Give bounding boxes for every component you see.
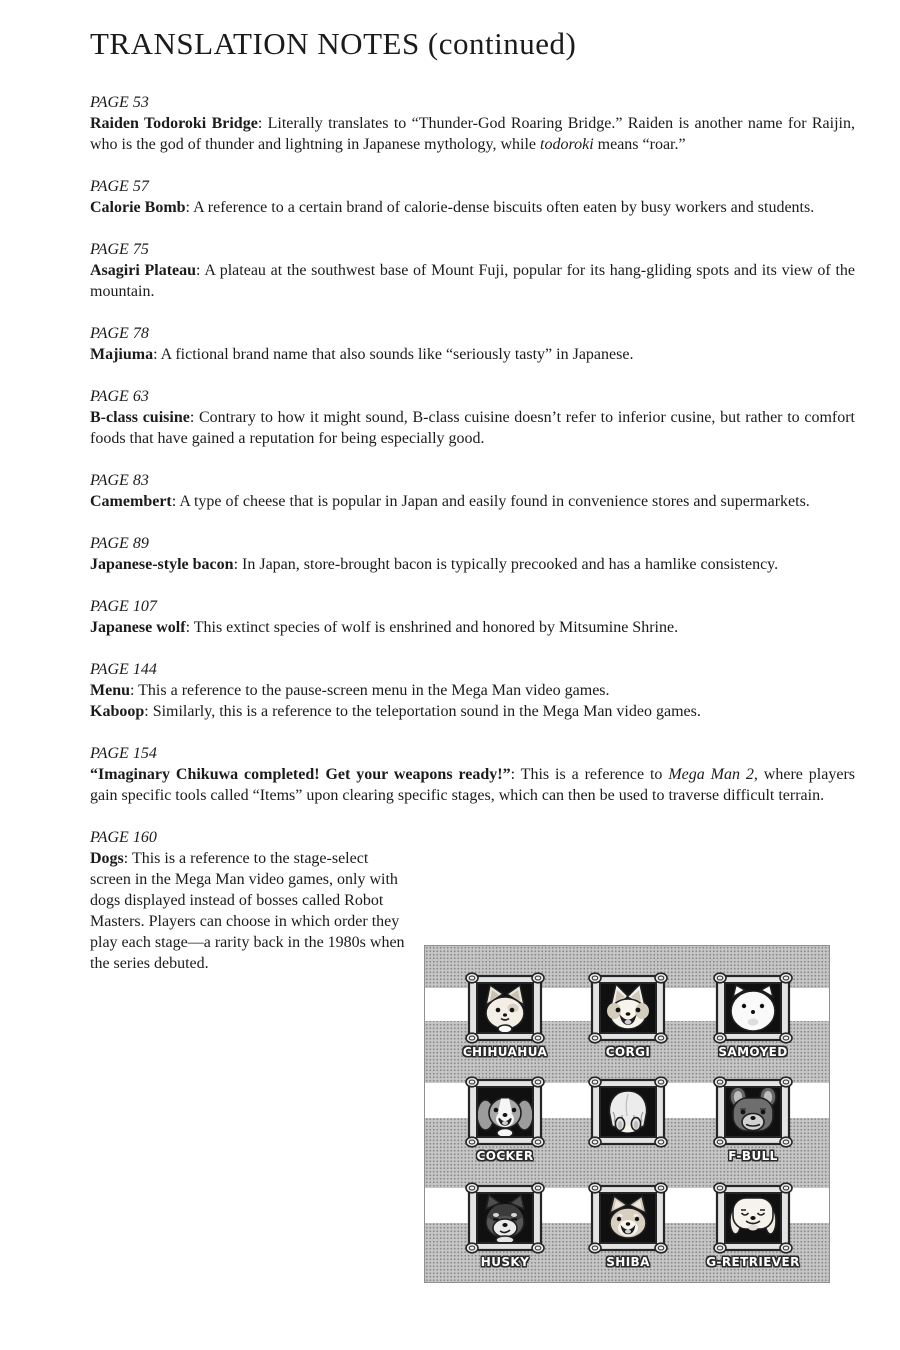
shiba-portrait-icon — [583, 1179, 673, 1257]
stage-cell-label: CORGI — [605, 1045, 651, 1059]
samoyed-portrait-icon — [708, 969, 798, 1047]
note-page-label: PAGE 89 — [90, 535, 149, 552]
stage-cell-shiba — [583, 1179, 673, 1269]
note-page-53 — [90, 92, 855, 155]
note-page-label: PAGE 160 — [90, 829, 157, 846]
stage-cell-girl — [583, 1073, 673, 1151]
note-page-160 — [90, 827, 412, 974]
note-page-144 — [90, 659, 855, 722]
note-entry: Dogs: This is a reference to the stage-select screen in the Mega Man video games, only with dogs displayed instead of bosses called Robot Masters. Players can choose in which order they play each stage—a rarity back in the 1980s when the series debuted. — [90, 850, 405, 972]
note-page-57 — [90, 176, 855, 218]
note-page-78 — [90, 323, 855, 365]
note-page-label: PAGE 63 — [90, 388, 149, 405]
note-page-label: PAGE 78 — [90, 325, 149, 342]
stage-cell-husky — [460, 1179, 550, 1269]
note-page-63 — [90, 386, 855, 449]
note-page-89 — [90, 533, 855, 575]
note-entry: “Imaginary Chikuwa completed! Get your weapons ready!”: This is a reference to Mega Man 2, where players gain specific tools called “Items” upon clearing specific stages, which can then be used to traverse difficult terrain. — [90, 766, 855, 804]
husky-portrait-icon — [460, 1179, 550, 1257]
note-entry: Raiden Todoroki Bridge: Literally translates to “Thunder-God Roaring Bridge.” Raiden is another name for Raijin, who is the god of thunder and lightning in Japanese mythology, while todoroki means “roar.” — [90, 115, 855, 153]
stage-cell-gretriever — [706, 1179, 800, 1269]
stage-cell-label: COCKER — [476, 1149, 534, 1163]
chihuahua-portrait-icon — [460, 969, 550, 1047]
note-page-label: PAGE 75 — [90, 241, 149, 258]
note-page-107 — [90, 596, 855, 638]
note-entry: Kaboop: Similarly, this is a reference to the teleportation sound in the Mega Man video games. — [90, 703, 701, 720]
stage-cell-cocker — [460, 1073, 550, 1163]
stage-cell-label: F-BULL — [728, 1149, 778, 1163]
stage-select-figure — [424, 945, 830, 1283]
stage-cell-chihuahua — [460, 969, 550, 1059]
stage-cell-label: HUSKY — [480, 1255, 530, 1269]
note-page-83 — [90, 470, 855, 512]
note-entry: Majiuma: A fictional brand name that also sounds like “seriously tasty” in Japanese. — [90, 346, 634, 363]
cocker-portrait-icon — [460, 1073, 550, 1151]
note-entry: Menu: This a reference to the pause-screen menu in the Mega Man video games. — [90, 682, 610, 699]
notes-list — [90, 92, 855, 974]
note-entry: Calorie Bomb: A reference to a certain brand of calorie-dense biscuits often eaten by busy workers and students. — [90, 199, 815, 216]
stage-cell-samoyed — [708, 969, 798, 1059]
note-page-label: PAGE 144 — [90, 661, 157, 678]
stage-cell-label: G-RETRIEVER — [706, 1255, 800, 1269]
note-entry: Asagiri Plateau: A plateau at the southwest base of Mount Fuji, popular for its hang-gliding spots and its view of the mountain. — [90, 262, 855, 300]
stage-cell-fbull — [708, 1073, 798, 1163]
note-page-label: PAGE 53 — [90, 94, 149, 111]
note-entry: B-class cuisine: Contrary to how it might sound, B-class cuisine doesn’t refer to inferior cusine, but rather to comfort foods that have gained a reputation for being especially good. — [90, 409, 855, 447]
stage-cell-corgi — [583, 969, 673, 1059]
note-page-label: PAGE 154 — [90, 745, 157, 762]
girl-portrait-icon — [583, 1073, 673, 1151]
note-page-label: PAGE 83 — [90, 472, 149, 489]
note-entry: Japanese wolf: This extinct species of wolf is enshrined and honored by Mitsumine Shrine. — [90, 619, 679, 636]
stage-cell-label: SHIBA — [606, 1255, 650, 1269]
note-page-154 — [90, 743, 855, 806]
page-title: TRANSLATION NOTES (continued) — [90, 26, 577, 61]
stage-cell-label: SAMOYED — [718, 1045, 788, 1059]
note-entry: Japanese-style bacon: In Japan, store-brought bacon is typically precooked and has a hamlike consistency. — [90, 556, 779, 573]
gretriever-portrait-icon — [708, 1179, 798, 1257]
note-page-label: PAGE 107 — [90, 598, 157, 615]
note-entry: Camembert: A type of cheese that is popular in Japan and easily found in convenience stores and supermarkets. — [90, 493, 810, 510]
stage-cell-label: CHIHUAHUA — [462, 1045, 548, 1059]
corgi-portrait-icon — [583, 969, 673, 1047]
note-page-label: PAGE 57 — [90, 178, 149, 195]
fbull-portrait-icon — [708, 1073, 798, 1151]
note-page-75 — [90, 239, 855, 302]
